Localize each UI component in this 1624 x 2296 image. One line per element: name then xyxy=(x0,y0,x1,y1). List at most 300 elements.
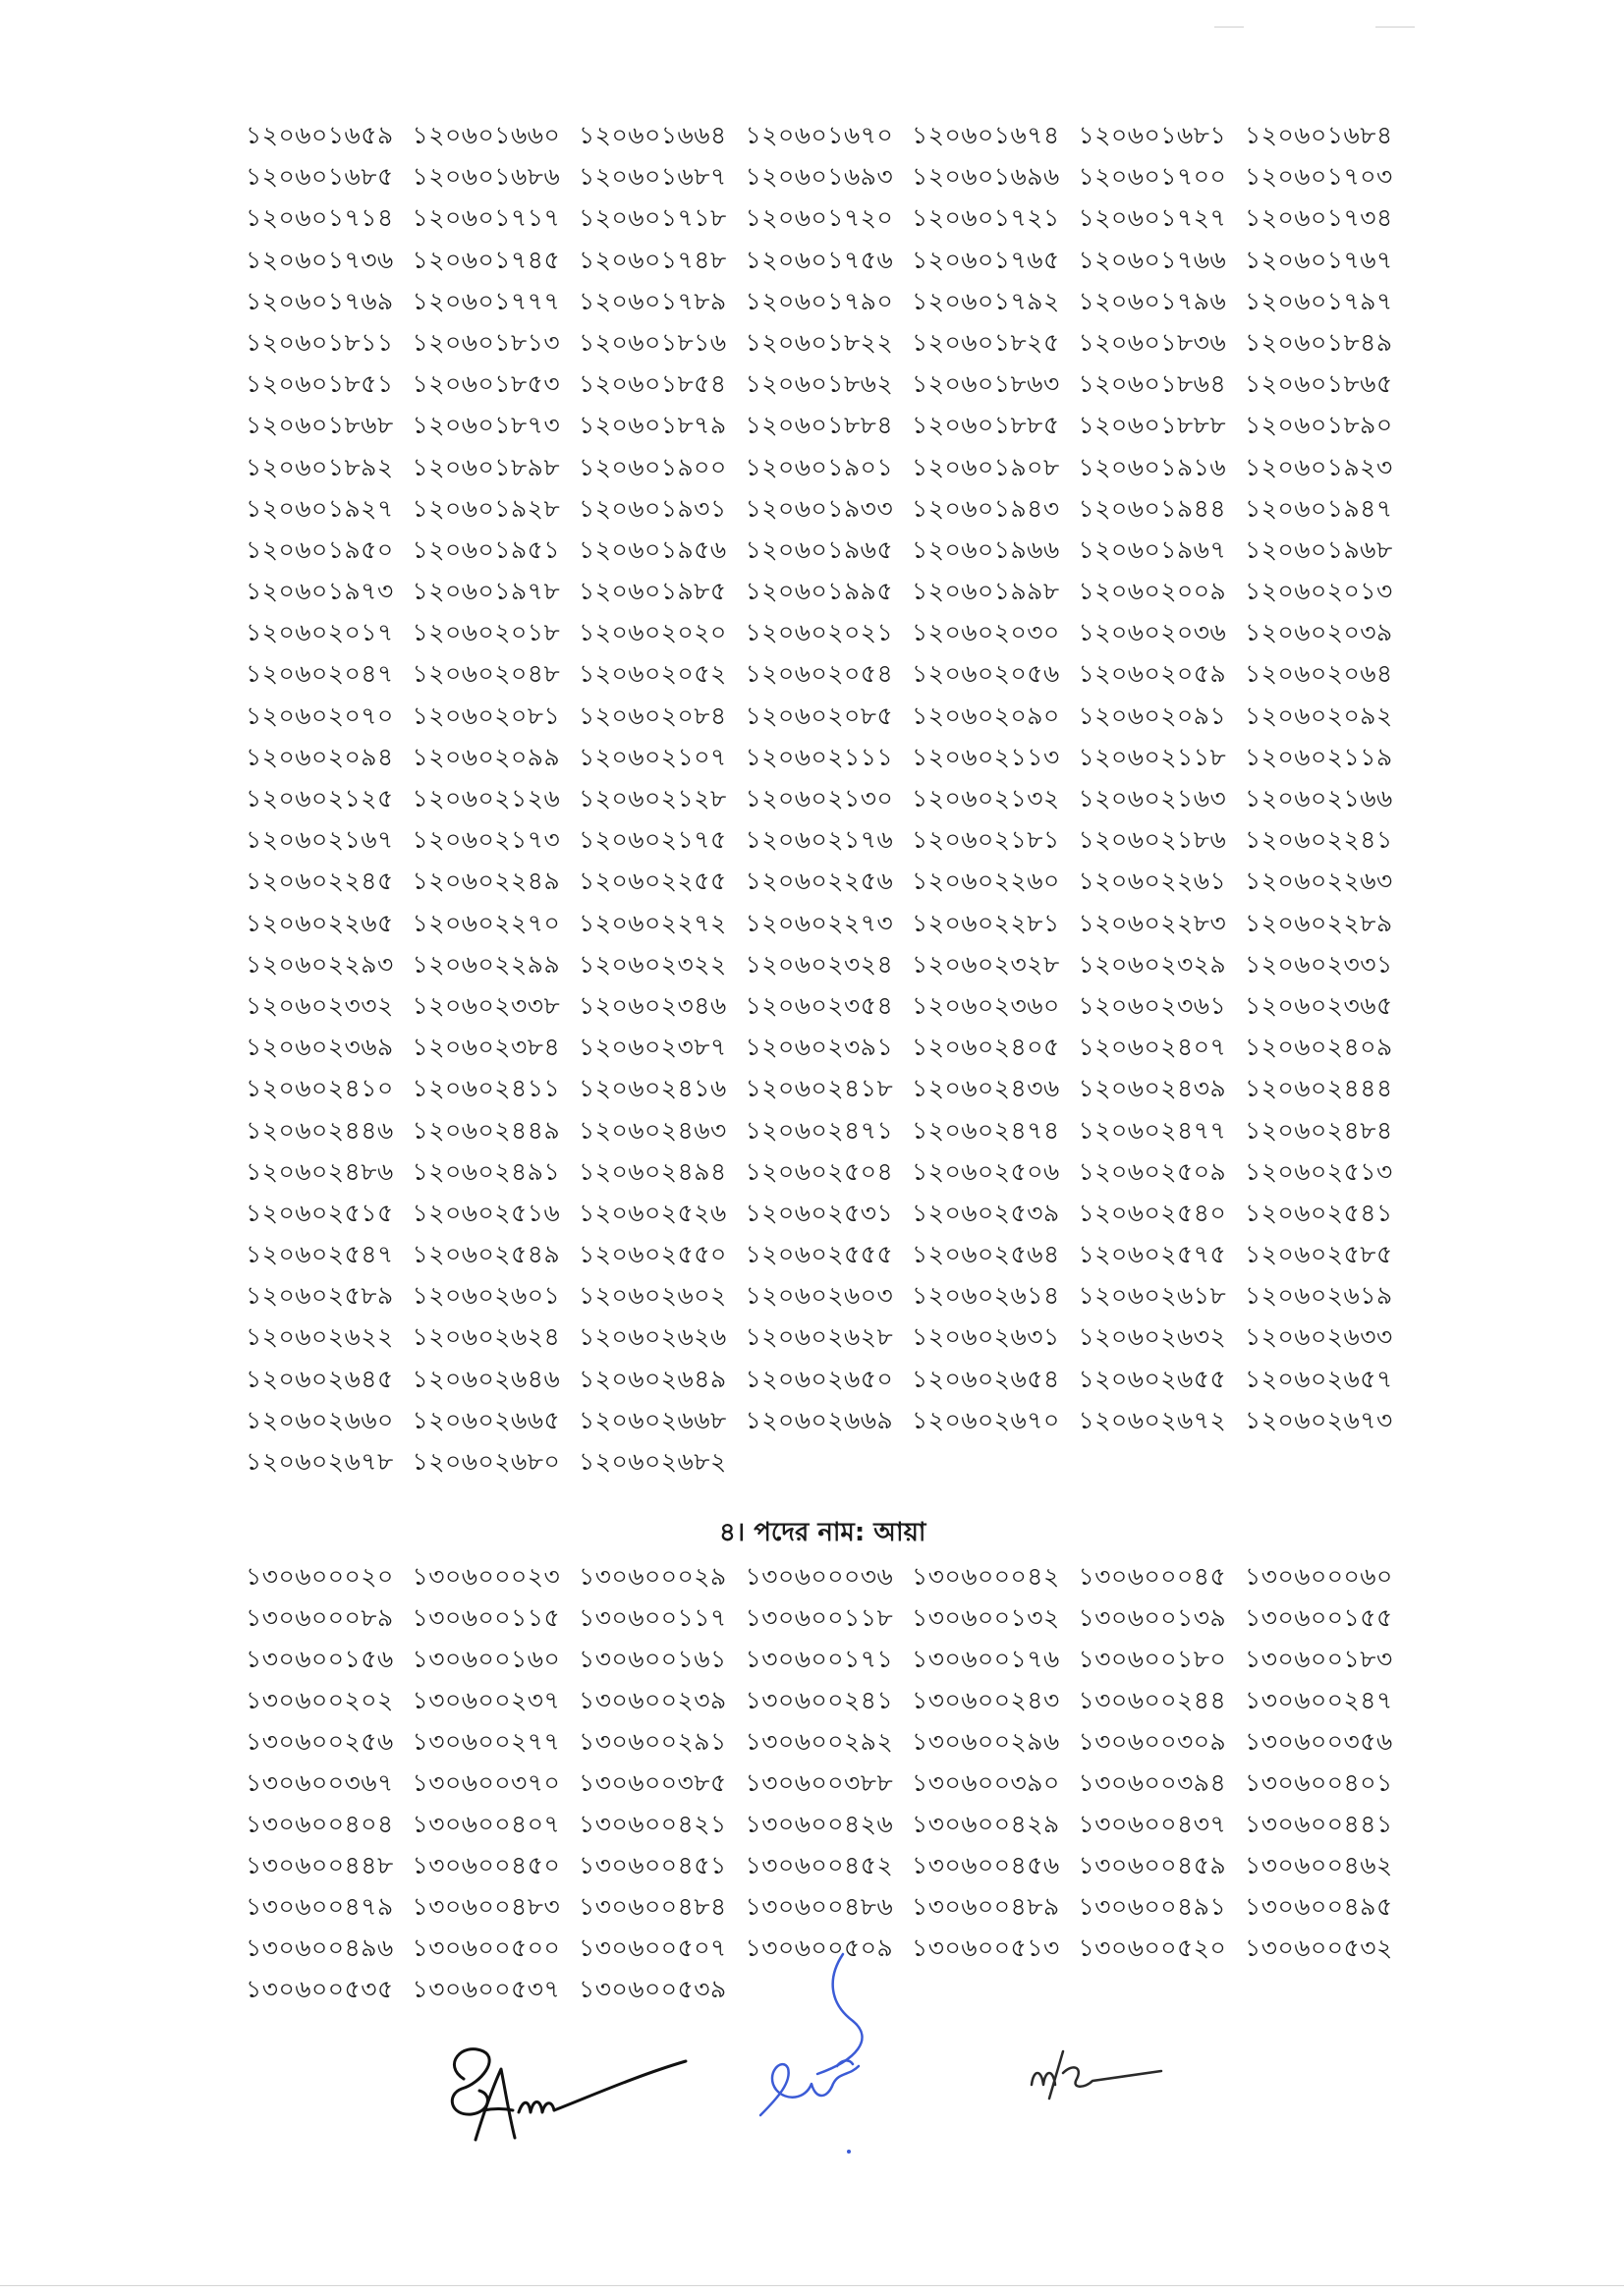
roll-row xyxy=(246,1639,1412,1680)
roll-number: ১২০৬০১৯৬৬ xyxy=(912,534,1060,564)
roll-number: ১২০৬০২৫৬৪ xyxy=(912,1240,1060,1269)
roll-number: ১২০৬০২০৫৯ xyxy=(1078,659,1227,689)
roll-number: ১২০৬০২৩৮৭ xyxy=(579,1033,727,1062)
scan-mark xyxy=(1214,27,1244,28)
roll-number: ১২০৬০২৩৬১ xyxy=(1078,990,1227,1020)
roll-row xyxy=(246,322,1412,364)
roll-number: ১২০৬০২৬৫৫ xyxy=(1078,1364,1227,1393)
roll-number: ১৩০৬০০৪৫২ xyxy=(745,1851,894,1879)
roll-number: ১৩০৬০০২৯৬ xyxy=(912,1727,1060,1756)
roll-number: ১২০৬০২০৫৪ xyxy=(745,659,894,689)
roll-number: ১৩০৬০০০৬০ xyxy=(1245,1562,1393,1591)
roll-number: ১২০৬০২৪১০ xyxy=(246,1074,394,1103)
roll-number-list xyxy=(246,115,1412,1483)
roll-number: ১২০৬০২১২৮ xyxy=(579,784,727,812)
roll-number: ১২০৬০২২৭০ xyxy=(412,908,561,937)
roll-number: ১২০৬০২১৭৫ xyxy=(579,825,727,855)
roll-number: ১৩০৬০০৩৯০ xyxy=(912,1768,1060,1797)
roll-number: ১৩০৬০০১৬০ xyxy=(412,1645,561,1673)
roll-number: ১২০৬০১৮১১ xyxy=(246,327,394,357)
roll-number: ১২০৬০১৭৪৫ xyxy=(412,245,561,274)
roll-row xyxy=(246,1400,1412,1441)
roll-number: ১২০৬০১৮২৫ xyxy=(912,327,1060,357)
roll-row xyxy=(246,612,1412,653)
roll-number: ১২০৬০২৪৩৯ xyxy=(1078,1074,1227,1103)
roll-number: ১৩০৬০০০৪৫ xyxy=(1078,1562,1227,1591)
roll-number: ১২০৬০১৮৯২ xyxy=(246,452,394,481)
roll-number: ১২০৬০২৩৩৮ xyxy=(412,990,561,1020)
roll-number: ১৩০৬০০৫০৭ xyxy=(579,1933,727,1962)
roll-number: ১২০৬০২১৬৭ xyxy=(246,825,394,855)
roll-number: ১২০৬০২১৭৩ xyxy=(412,825,561,855)
roll-number: ১২০৬০১৭০৩ xyxy=(1245,162,1393,192)
roll-number: ১২০৬০২০৯০ xyxy=(912,700,1060,730)
roll-row xyxy=(246,1068,1412,1109)
roll-number: ১২০৬০২০৮৫ xyxy=(745,700,894,730)
roll-number: ১২০৬০১৯৭৮ xyxy=(412,577,561,606)
roll-number: ১২০৬০২৫৮৫ xyxy=(1245,1240,1393,1269)
roll-number: ১২০৬০১৯৯৮ xyxy=(912,577,1060,606)
roll-number: ১২০৬০২০৪৮ xyxy=(412,659,561,689)
roll-number: ১৩০৬০০৪৫১ xyxy=(579,1851,727,1879)
roll-number: ১২০৬০১৮৬২ xyxy=(745,369,894,399)
roll-number: ১৩০৬০০৪৩৭ xyxy=(1078,1810,1227,1838)
roll-number: ১২০৬০২৩৫৪ xyxy=(745,990,894,1020)
roll-number: ১২০৬০২০১৩ xyxy=(1245,577,1393,606)
roll-number: ১৩০৬০০৫৩৭ xyxy=(412,1975,561,2003)
roll-number: ১২০৬০২৫০৬ xyxy=(912,1156,1060,1186)
roll-number: ১২০৬০২৩৪৬ xyxy=(579,990,727,1020)
roll-row xyxy=(246,985,1412,1027)
roll-number: ১২০৬০২০১৮ xyxy=(412,618,561,647)
roll-number: ১৩০৬০০৪৫০ xyxy=(412,1851,561,1879)
roll-number: ১২০৬০২৪১১ xyxy=(412,1074,561,1103)
roll-number: ১৩০৬০০৫৩৯ xyxy=(579,1975,727,2003)
roll-number: ১৩০৬০০২৪১ xyxy=(745,1686,894,1714)
roll-number: ১২০৬০২১২৬ xyxy=(412,784,561,812)
roll-number: ১৩০৬০০৪৪১ xyxy=(1245,1810,1393,1838)
roll-number: ১৩০৬০০১৭১ xyxy=(745,1645,894,1673)
roll-number: ১২০৬০১৭২০ xyxy=(745,203,894,233)
roll-number: ১২০৬০১৭৬৬ xyxy=(1078,245,1227,274)
roll-number: ১৩০৬০০৫০৯ xyxy=(745,1933,894,1962)
roll-number: ১২০৬০২৬৭০ xyxy=(912,1405,1060,1434)
roll-number: ১২০৬০১৯৪৪ xyxy=(1078,493,1227,523)
roll-number: ১৩০৬০০৫১৩ xyxy=(912,1933,1060,1962)
roll-number: ১২০৬০২০১৭ xyxy=(246,618,394,647)
roll-number: ১২০৬০১৯৬৭ xyxy=(1078,534,1227,564)
roll-number: ১২০৬০২৪১৬ xyxy=(579,1074,727,1103)
roll-number: ১২০৬০২২৭৩ xyxy=(745,908,894,937)
roll-row xyxy=(246,696,1412,737)
roll-number: ১২০৬০২৬২৬ xyxy=(579,1322,727,1352)
roll-number: ১২০৬০২৪৪৯ xyxy=(412,1115,561,1145)
roll-number: ১৩০৬০০০২৯ xyxy=(579,1562,727,1591)
roll-number: ১২০৬০১৭৫৬ xyxy=(745,245,894,274)
roll-row xyxy=(246,281,1412,322)
roll-number: ১৩০৬০০১৮০ xyxy=(1078,1645,1227,1673)
roll-number: ১২০৬০১৭৯২ xyxy=(912,286,1060,315)
roll-number: ১২০৬০২৫৭৫ xyxy=(1078,1240,1227,1269)
signature-left xyxy=(432,2032,693,2155)
roll-number: ১২০৬০১৮৫৩ xyxy=(412,369,561,399)
roll-number: ১৩০৬০০৪৫৬ xyxy=(912,1851,1060,1879)
roll-number: ১৩০৬০০১৮৩ xyxy=(1245,1645,1393,1673)
roll-number: ১২০৬০২২৬৩ xyxy=(1245,867,1393,896)
roll-number: ১২০৬০২২৬০ xyxy=(912,867,1060,896)
roll-number: ১৩০৬০০০৩৬ xyxy=(745,1562,894,1591)
roll-number: ১৩০৬০০৪৯৫ xyxy=(1245,1892,1393,1921)
roll-row xyxy=(246,861,1412,902)
roll-number: ১২০৬০২৫৪১ xyxy=(1245,1198,1393,1227)
roll-number: ১২০৬০২১২৫ xyxy=(246,784,394,812)
roll-number: ১৩০৬০০১১৭ xyxy=(579,1603,727,1632)
roll-number: ১২০৬০২৪৩৬ xyxy=(912,1074,1060,1103)
roll-number: ১৩০৬০০২৭৭ xyxy=(412,1727,561,1756)
roll-number: ১৩০৬০০০২০ xyxy=(246,1562,394,1591)
roll-number: ১২০৬০১৬৬০ xyxy=(412,121,561,149)
roll-number: ১৩০৬০০১১৮ xyxy=(745,1603,894,1632)
roll-row xyxy=(246,1804,1412,1845)
roll-number: ১২০৬০১৯৮৫ xyxy=(579,577,727,606)
roll-number: ১২০৬০২৫৪০ xyxy=(1078,1198,1227,1227)
roll-number: ১২০৬০১৭২১ xyxy=(912,203,1060,233)
roll-row xyxy=(246,819,1412,861)
roll-number: ১২০৬০১৬৬৪ xyxy=(579,121,727,149)
roll-number: ১২০৬০১৮৮৮ xyxy=(1078,411,1227,440)
roll-number: ১২০৬০১৯৫৬ xyxy=(579,534,727,564)
roll-number: ১২০৬০১৮৫১ xyxy=(246,369,394,399)
roll-row xyxy=(246,1441,1412,1483)
roll-number: ১২০৬০১৭৬৭ xyxy=(1245,245,1393,274)
roll-row xyxy=(246,1763,1412,1804)
roll-number: ১২০৬০২১১৮ xyxy=(1078,742,1227,771)
roll-number: ১২০৬০১৬৯৬ xyxy=(912,162,1060,192)
roll-number: ১৩০৬০০৩৭০ xyxy=(412,1768,561,1797)
roll-number: ১৩০৬০০০৪২ xyxy=(912,1562,1060,1591)
roll-row xyxy=(246,447,1412,488)
roll-number: ১৩০৬০০২৪৭ xyxy=(1245,1686,1393,1714)
roll-number: ১২০৬০১৬৮৫ xyxy=(246,162,394,192)
roll-number: ১৩০৬০০২০২ xyxy=(246,1686,394,1714)
roll-row xyxy=(246,653,1412,695)
roll-number: ১২০৬০২০৪৭ xyxy=(246,659,394,689)
roll-number: ১৩০৬০০৩০৯ xyxy=(1078,1727,1227,1756)
roll-number: ১৩০৬০০২৪৩ xyxy=(912,1686,1060,1714)
ink-dot xyxy=(847,2150,851,2154)
roll-number: ১২০৬০১৬৮১ xyxy=(1078,121,1227,149)
roll-row xyxy=(246,1151,1412,1193)
roll-number: ১২০৬০২৫৩৯ xyxy=(912,1198,1060,1227)
roll-number: ১২০৬০১৭১৭ xyxy=(412,203,561,233)
roll-number: ১৩০৬০০১৩২ xyxy=(912,1603,1060,1632)
roll-row xyxy=(246,571,1412,612)
roll-row xyxy=(246,364,1412,405)
roll-row xyxy=(246,1316,1412,1358)
roll-row xyxy=(246,1845,1412,1886)
scan-mark xyxy=(1375,27,1415,28)
roll-number: ১২০৬০২৬২২ xyxy=(246,1322,394,1352)
roll-number: ১২০৬০১৭১৪ xyxy=(246,203,394,233)
roll-number: ১৩০৬০০৩৮৮ xyxy=(745,1768,894,1797)
roll-number: ১২০৬০২৬৮০ xyxy=(412,1447,561,1476)
roll-number: ১২০৬০১৯৪৭ xyxy=(1245,493,1393,523)
roll-number: ১২০৬০১৮৮৫ xyxy=(912,411,1060,440)
roll-number: ১২০৬০১৭৬৯ xyxy=(246,286,394,315)
roll-number: ১২০৬০১৮৬৮ xyxy=(246,411,394,440)
roll-number: ১২০৬০১৯২৭ xyxy=(246,493,394,523)
roll-number: ১২০৬০২০৯১ xyxy=(1078,700,1227,730)
roll-number: ১২০৬০২০৭০ xyxy=(246,700,394,730)
roll-number: ১৩০৬০০২৩৯ xyxy=(579,1686,727,1714)
roll-number: ১২০৬০২৬৩২ xyxy=(1078,1322,1227,1352)
roll-number: ১২০৬০২৬৭৩ xyxy=(1245,1405,1393,1434)
roll-number: ১২০৬০২২৬৫ xyxy=(246,908,394,937)
roll-number: ১৩০৬০০৪৯৬ xyxy=(246,1933,394,1962)
roll-number: ১২০৬০২০২০ xyxy=(579,618,727,647)
roll-number: ১২০৬০১৭৯৭ xyxy=(1245,286,1393,315)
roll-number: ১২০৬০১৮৫৪ xyxy=(579,369,727,399)
roll-number: ১২০৬০২৬১৯ xyxy=(1245,1281,1393,1311)
roll-number: ১২০৬০১৭০০ xyxy=(1078,162,1227,192)
signature-middle xyxy=(747,1950,919,2127)
roll-number: ১২০৬০২৬৪৬ xyxy=(412,1364,561,1393)
roll-number: ১২০৬০১৮৬৫ xyxy=(1245,369,1393,399)
roll-number: ১২০৬০২০৩৯ xyxy=(1245,618,1393,647)
roll-number: ১২০৬০২২৫৫ xyxy=(579,867,727,896)
roll-number: ১২০৬০২২৬১ xyxy=(1078,867,1227,896)
roll-number: ১২০৬০১৭৩৬ xyxy=(246,245,394,274)
roll-number: ১২০৬০২০৩৬ xyxy=(1078,618,1227,647)
roll-row xyxy=(246,197,1412,239)
roll-number: ১৩০৬০০১৭৬ xyxy=(912,1645,1060,1673)
roll-number: ১৩০৬০০১৬১ xyxy=(579,1645,727,1673)
roll-number: ১২০৬০২৫৫০ xyxy=(579,1240,727,1269)
roll-number: ১২০৬০১৮৬৩ xyxy=(912,369,1060,399)
roll-number: ১২০৬০২৩৮৪ xyxy=(412,1033,561,1062)
roll-number: ১২০৬০১৮৭৯ xyxy=(579,411,727,440)
roll-number: ১২০৬০২০৯৯ xyxy=(412,742,561,771)
roll-number: ১২০৬০২৬২৮ xyxy=(745,1322,894,1352)
roll-number: ১২০৬০২৬৭৮ xyxy=(246,1447,394,1476)
roll-row xyxy=(246,1886,1412,1928)
roll-number: ১২০৬০২০৫২ xyxy=(579,659,727,689)
roll-number: ১২০৬০২৫৮৯ xyxy=(246,1281,394,1311)
roll-number: ১২০৬০১৯১৬ xyxy=(1078,452,1227,481)
roll-number: ১২০৬০২৪৬৩ xyxy=(579,1115,727,1145)
roll-number: ১২০৬০২১৭৬ xyxy=(745,825,894,855)
roll-number: ১২০৬০১৭৬৫ xyxy=(912,245,1060,274)
roll-number: ১২০৬০১৯৪৩ xyxy=(912,493,1060,523)
roll-row xyxy=(246,1359,1412,1400)
roll-number: ১২০৬০২২৯৩ xyxy=(246,949,394,979)
roll-number: ১৩০৬০০৪২৯ xyxy=(912,1810,1060,1838)
roll-row xyxy=(246,1680,1412,1721)
roll-number: ১৩০৬০০১১৫ xyxy=(412,1603,561,1632)
roll-number: ১৩০৬০০৪০৭ xyxy=(412,1810,561,1838)
roll-number: ১৩০৬০০৪২১ xyxy=(579,1810,727,1838)
roll-number: ১২০৬০১৮৭৩ xyxy=(412,411,561,440)
roll-number: ১২০৬০১৬৮৭ xyxy=(579,162,727,192)
roll-number: ১২০৬০২৩২২ xyxy=(579,949,727,979)
roll-row xyxy=(246,1234,1412,1275)
roll-number: ১২০৬০২০৯২ xyxy=(1245,700,1393,730)
scan-edge-line xyxy=(0,2285,1624,2286)
roll-number: ১২০৬০২৬৪৯ xyxy=(579,1364,727,1393)
roll-number: ১২০৬০২২৮৩ xyxy=(1078,908,1227,937)
roll-number: ১২০৬০২০২১ xyxy=(745,618,894,647)
roll-number: ১৩০৬০০৫৩৫ xyxy=(246,1975,394,2003)
roll-number: ১২০৬০২১৮১ xyxy=(912,825,1060,855)
roll-number: ১৩০৬০০৩৫৬ xyxy=(1245,1727,1393,1756)
roll-number: ১২০৬০২৪৭১ xyxy=(745,1115,894,1145)
roll-number: ১২০৬০২২৪৫ xyxy=(246,867,394,896)
roll-number: ১৩০৬০০৩৬৭ xyxy=(246,1768,394,1797)
roll-number: ১২০৬০২০৮৪ xyxy=(579,700,727,730)
roll-number: ১২০৬০২৪৮৪ xyxy=(1245,1115,1393,1145)
roll-number: ১২০৬০২৪৭৪ xyxy=(912,1115,1060,1145)
roll-number: ১৩০৬০০৪৮৬ xyxy=(745,1892,894,1921)
roll-number: ১২০৬০২৪৯১ xyxy=(412,1156,561,1186)
roll-row xyxy=(246,1193,1412,1234)
roll-number: ১২০৬০২৩৯১ xyxy=(745,1033,894,1062)
roll-number: ১২০৬০১৭৭৭ xyxy=(412,286,561,315)
roll-row xyxy=(246,156,1412,197)
roll-number: ১৩০৬০০০২৩ xyxy=(412,1562,561,1591)
roll-number: ১২০৬০২২৪৯ xyxy=(412,867,561,896)
roll-number: ১২০৬০২৩২৮ xyxy=(912,949,1060,979)
roll-number: ১২০৬০১৮৬৪ xyxy=(1078,369,1227,399)
roll-number: ১২০৬০২৫৪৯ xyxy=(412,1240,561,1269)
roll-number: ১২০৬০২২৪১ xyxy=(1245,825,1393,855)
roll-number: ১২০৬০২৫২৬ xyxy=(579,1198,727,1227)
roll-row xyxy=(246,1275,1412,1316)
roll-number: ১২০৬০২৫১৩ xyxy=(1245,1156,1393,1186)
roll-number: ১৩০৬০০৫২০ xyxy=(1078,1933,1227,1962)
roll-number: ১২০৬০১৭৩৪ xyxy=(1245,203,1393,233)
roll-number: ১২০৬০২২৭২ xyxy=(579,908,727,937)
roll-number: ১২০৬০২৬১৮ xyxy=(1078,1281,1227,1311)
roll-number: ১২০৬০২০৯৪ xyxy=(246,742,394,771)
roll-number: ১২০৬০২৫১৫ xyxy=(246,1198,394,1227)
roll-row xyxy=(246,1027,1412,1068)
roll-number: ১২০৬০২৬০২ xyxy=(579,1281,727,1311)
roll-number: ১২০৬০২২৯৯ xyxy=(412,949,561,979)
roll-number: ১২০৬০১৯৬৫ xyxy=(745,534,894,564)
roll-number: ১২০৬০২৫০৪ xyxy=(745,1156,894,1186)
roll-number: ১২০৬০২১১১ xyxy=(745,742,894,771)
roll-number: ১২০৬০২৫৩১ xyxy=(745,1198,894,1227)
roll-number: ১৩০৬০০৪০১ xyxy=(1245,1768,1393,1797)
roll-number: ১২০৬০২৩২৪ xyxy=(745,949,894,979)
roll-number: ১২০৬০২৫১৬ xyxy=(412,1198,561,1227)
roll-number: ১২০৬০২৪৪৬ xyxy=(246,1115,394,1145)
signature-right xyxy=(1022,2044,1169,2112)
roll-row xyxy=(246,903,1412,944)
roll-number: ১২০৬০২৬৩১ xyxy=(912,1322,1060,1352)
roll-number: ১২০৬০২১৮৬ xyxy=(1078,825,1227,855)
roll-row xyxy=(246,1110,1412,1151)
roll-number: ১২০৬০২৩২৯ xyxy=(1078,949,1227,979)
roll-number: ১২০৬০১৯৭৩ xyxy=(246,577,394,606)
roll-number: ১২০৬০১৮৪৯ xyxy=(1245,327,1393,357)
roll-number: ১২০৬০২৪০৭ xyxy=(1078,1033,1227,1062)
roll-number: ১২০৬০২৪৯৪ xyxy=(579,1156,727,1186)
roll-number: ১৩০৬০০৪৭৯ xyxy=(246,1892,394,1921)
roll-row xyxy=(246,778,1412,819)
roll-number: ১২০৬০১৯৬৮ xyxy=(1245,534,1393,564)
roll-number: ১২০৬০১৮২২ xyxy=(745,327,894,357)
roll-number: ১২০৬০২৪০৯ xyxy=(1245,1033,1393,1062)
aya-roll-number-list xyxy=(246,1556,1412,2010)
roll-number: ১২০৬০১৯০৮ xyxy=(912,452,1060,481)
roll-number: ১২০৬০২২৫৬ xyxy=(745,867,894,896)
roll-number: ১২০৬০২৬৪৫ xyxy=(246,1364,394,1393)
roll-row xyxy=(246,1721,1412,1763)
roll-number: ১২০৬০১৭৮৯ xyxy=(579,286,727,315)
roll-number: ১২০৬০১৯৫০ xyxy=(246,534,394,564)
roll-number: ১২০৬০২৫৫৫ xyxy=(745,1240,894,1269)
roll-number: ১২০৬০২৫৪৭ xyxy=(246,1240,394,1269)
roll-number: ১২০৬০২০৫৬ xyxy=(912,659,1060,689)
roll-number: ১২০৬০২৩৬৯ xyxy=(246,1033,394,1062)
roll-row xyxy=(246,944,1412,985)
roll-number: ১২০৬০২৬৬৯ xyxy=(745,1405,894,1434)
roll-number: ১২০৬০২৬৭২ xyxy=(1078,1405,1227,1434)
roll-number: ১২০৬০১৬৮৪ xyxy=(1245,121,1393,149)
roll-number: ১২০৬০১৯০০ xyxy=(579,452,727,481)
roll-number: ১৩০৬০০৫০০ xyxy=(412,1933,561,1962)
roll-number: ১২০৬০২৬১৪ xyxy=(912,1281,1060,1311)
roll-number: ১৩০৬০০২৯২ xyxy=(745,1727,894,1756)
roll-number: ১২০৬০১৮৯০ xyxy=(1245,411,1393,440)
roll-number: ১২০৬০২৪৪৪ xyxy=(1245,1074,1393,1103)
roll-number: ১৩০৬০০৪৮৪ xyxy=(579,1892,727,1921)
roll-number: ১২০৬০১৮৮৪ xyxy=(745,411,894,440)
roll-row xyxy=(246,488,1412,530)
roll-number: ১২০৬০১৬৮৬ xyxy=(412,162,561,192)
roll-number: ১২০৬০১৬৫৯ xyxy=(246,121,394,149)
roll-number: ১৩০৬০০১৫৫ xyxy=(1245,1603,1393,1632)
roll-number: ১২০৬০১৬৭৪ xyxy=(912,121,1060,149)
roll-number: ১২০৬০২২৮৯ xyxy=(1245,908,1393,937)
roll-number: ১২০৬০২৬০৩ xyxy=(745,1281,894,1311)
roll-number: ১২০৬০১৭৯৬ xyxy=(1078,286,1227,315)
roll-number: ১২০৬০১৮১৩ xyxy=(412,327,561,357)
roll-number: ১২০৬০১৯২৮ xyxy=(412,493,561,523)
roll-number: ১২০৬০২৩৬০ xyxy=(912,990,1060,1020)
roll-number: ১২০৬০১৮৯৮ xyxy=(412,452,561,481)
roll-number: ১২০৬০২৫০৯ xyxy=(1078,1156,1227,1186)
roll-number: ১২০৬০২৬৮২ xyxy=(579,1447,727,1476)
roll-number: ১২০৬০১৯৩৩ xyxy=(745,493,894,523)
roll-number: ১২০৬০২৪৭৭ xyxy=(1078,1115,1227,1145)
roll-number: ১৩০৬০০৪০৪ xyxy=(246,1810,394,1838)
roll-number: ১২০৬০২০৩০ xyxy=(912,618,1060,647)
roll-number: ১২০৬০২০৮১ xyxy=(412,700,561,730)
roll-row xyxy=(246,1556,1412,1597)
roll-number: ১২০৬০২০০৯ xyxy=(1078,577,1227,606)
roll-number: ১২০৬০২৩৬৫ xyxy=(1245,990,1393,1020)
roll-number: ১২০৬০২২৮১ xyxy=(912,908,1060,937)
roll-number: ১২০৬০২৩৩১ xyxy=(1245,949,1393,979)
roll-number: ১২০৬০১৭২৭ xyxy=(1078,203,1227,233)
roll-number: ১২০৬০১৭৯০ xyxy=(745,286,894,315)
roll-number: ১৩০৬০০৪৪৮ xyxy=(246,1851,394,1879)
roll-number: ১৩০৬০০২৯১ xyxy=(579,1727,727,1756)
roll-number: ১৩০৬০০২৫৬ xyxy=(246,1727,394,1756)
roll-number: ১২০৬০১৬৯৩ xyxy=(745,162,894,192)
